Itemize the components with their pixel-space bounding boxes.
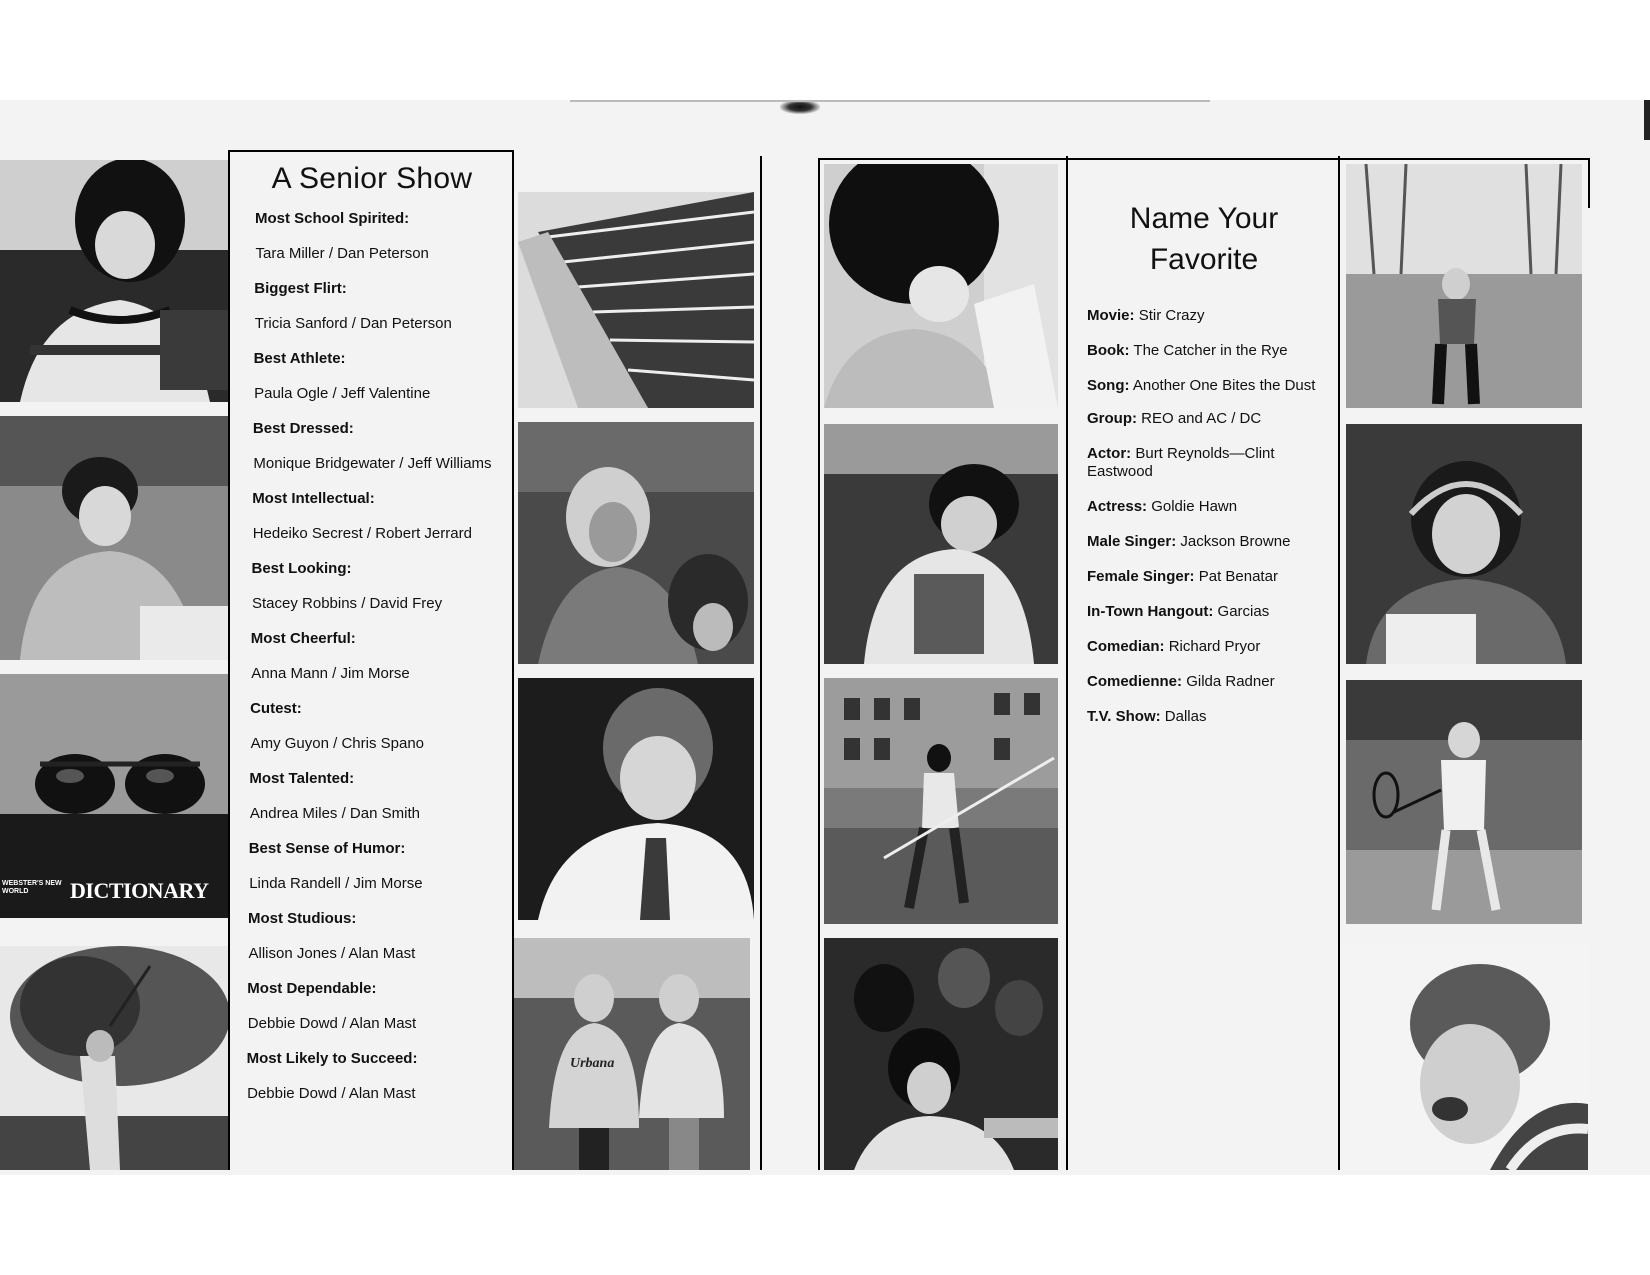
award-winners: Hedeiko Secrest / Robert Jerrard bbox=[252, 525, 472, 542]
favorite-label: Comedian: bbox=[1087, 638, 1165, 655]
favorite-label: Actress: bbox=[1087, 498, 1148, 515]
favorite-value: Another One Bites the Dust bbox=[1132, 377, 1316, 394]
favorite-item bbox=[1087, 568, 1337, 586]
photo-boy-overalls bbox=[824, 424, 1058, 664]
favorite-item bbox=[1087, 498, 1337, 516]
award-category: Most Likely to Succeed: bbox=[246, 1050, 418, 1067]
column-rule bbox=[1588, 158, 1590, 208]
favorite-item bbox=[1087, 307, 1337, 325]
favorite-item bbox=[1087, 377, 1337, 395]
photo-girls-in-class bbox=[518, 422, 754, 664]
favorite-value: Pat Benatar bbox=[1198, 568, 1278, 585]
photo-tennis-player bbox=[1346, 680, 1582, 924]
favorite-label: Actor: bbox=[1087, 445, 1132, 462]
favorite-value: Jackson Browne bbox=[1180, 533, 1291, 550]
favorite-label: Group: bbox=[1087, 410, 1137, 427]
favorite-label: Comedienne: bbox=[1087, 673, 1183, 690]
award-winners: Tara Miller / Dan Peterson bbox=[255, 245, 429, 262]
award-winners: Anna Mann / Jim Morse bbox=[251, 665, 410, 682]
favorite-item bbox=[1087, 410, 1337, 428]
photo-laughing-boy bbox=[1340, 944, 1588, 1170]
award-winners: Linda Randell / Jim Morse bbox=[249, 875, 423, 892]
award-category: Most Studious: bbox=[248, 910, 357, 927]
dictionary-brand-text: WEBSTER'S NEW WORLD bbox=[2, 880, 62, 895]
favorite-value: Richard Pryor bbox=[1168, 638, 1261, 655]
award-category: Best Athlete: bbox=[253, 350, 346, 367]
favorite-value: Burt Reynolds—Clint Eastwood bbox=[1087, 445, 1275, 480]
award-category: Best Dressed: bbox=[252, 420, 354, 437]
column-rule bbox=[228, 150, 230, 1170]
favorite-title-line1: Name Your bbox=[1129, 202, 1279, 235]
column-rule bbox=[228, 150, 514, 152]
award-winners: Monique Bridgewater / Jeff Williams bbox=[253, 455, 492, 472]
photo-classroom-crowd bbox=[824, 938, 1058, 1170]
favorite-title-line2: Favorite bbox=[1149, 243, 1259, 276]
award-winners: Tricia Sanford / Dan Peterson bbox=[254, 315, 452, 332]
award-winners: Paula Ogle / Jeff Valentine bbox=[254, 385, 431, 402]
award-winners: Debbie Dowd / Alan Mast bbox=[247, 1015, 417, 1032]
favorite-item bbox=[1087, 708, 1337, 726]
favorite-value: Stir Crazy bbox=[1138, 307, 1205, 324]
favorite-item bbox=[1087, 638, 1337, 656]
photo-stadium-bleachers bbox=[518, 192, 754, 408]
dictionary-word-text: DICTIONARY bbox=[70, 878, 209, 903]
favorite-item bbox=[1087, 445, 1287, 481]
column-rule bbox=[818, 158, 820, 1170]
column-rule bbox=[818, 158, 1590, 160]
senior-show-title: A Senior Show bbox=[271, 162, 473, 195]
award-category: Best Looking: bbox=[251, 560, 352, 577]
favorite-value: Garcias bbox=[1217, 603, 1270, 620]
favorite-label: Movie: bbox=[1087, 307, 1135, 324]
favorite-value: The Catcher in the Rye bbox=[1133, 342, 1288, 359]
favorite-label: In-Town Hangout: bbox=[1087, 603, 1214, 620]
award-category: Most Talented: bbox=[249, 770, 355, 787]
photo-softball-player bbox=[1346, 164, 1582, 408]
binding-gutter bbox=[780, 100, 820, 114]
award-category: Best Sense of Humor: bbox=[248, 840, 406, 857]
photo-golfer bbox=[0, 946, 228, 1170]
award-category: Cutest: bbox=[250, 700, 302, 717]
favorite-label: Male Singer: bbox=[1087, 533, 1177, 550]
photo-student-writing bbox=[0, 160, 228, 402]
award-winners: Debbie Dowd / Alan Mast bbox=[247, 1085, 416, 1102]
favorite-label: Song: bbox=[1087, 377, 1130, 394]
award-winners: Amy Guyon / Chris Spano bbox=[250, 735, 425, 752]
favorite-value: REO and AC / DC bbox=[1141, 410, 1262, 427]
favorite-label: Book: bbox=[1087, 342, 1130, 359]
photo-javelin-thrower bbox=[824, 678, 1058, 924]
favorite-item bbox=[1087, 342, 1337, 360]
page-edge-line bbox=[570, 100, 1210, 102]
award-winners: Stacey Robbins / David Frey bbox=[252, 595, 443, 612]
award-category: Most Dependable: bbox=[247, 980, 377, 997]
award-winners: Allison Jones / Alan Mast bbox=[248, 945, 416, 962]
favorite-item bbox=[1087, 603, 1337, 621]
photo-sunglasses-dictionary bbox=[0, 674, 228, 918]
award-category: Biggest Flirt: bbox=[254, 280, 347, 297]
favorite-value: Gilda Radner bbox=[1186, 673, 1275, 690]
column-rule bbox=[760, 156, 762, 1170]
sweatshirt-text: Urbana bbox=[570, 1056, 615, 1071]
scan-mark bbox=[1644, 100, 1650, 140]
favorite-item bbox=[1087, 533, 1337, 551]
photo-girl-studying bbox=[0, 416, 228, 660]
column-rule bbox=[1066, 156, 1068, 1170]
photo-runners-urbana bbox=[514, 938, 750, 1170]
award-category: Most Intellectual: bbox=[252, 490, 375, 507]
photo-girl-reading bbox=[824, 164, 1058, 408]
favorite-label: T.V. Show: bbox=[1087, 708, 1161, 725]
award-category: Most Cheerful: bbox=[250, 630, 356, 647]
favorite-value: Goldie Hawn bbox=[1151, 498, 1238, 515]
favorite-label: Female Singer: bbox=[1087, 568, 1195, 585]
photo-girl-with-headphones bbox=[1346, 424, 1582, 664]
award-winners: Andrea Miles / Dan Smith bbox=[249, 805, 420, 822]
award-category: Most School Spirited: bbox=[255, 210, 410, 227]
favorite-value: Dallas bbox=[1164, 708, 1207, 725]
favorite-item bbox=[1087, 673, 1337, 691]
photo-boy-with-tie bbox=[518, 678, 754, 920]
